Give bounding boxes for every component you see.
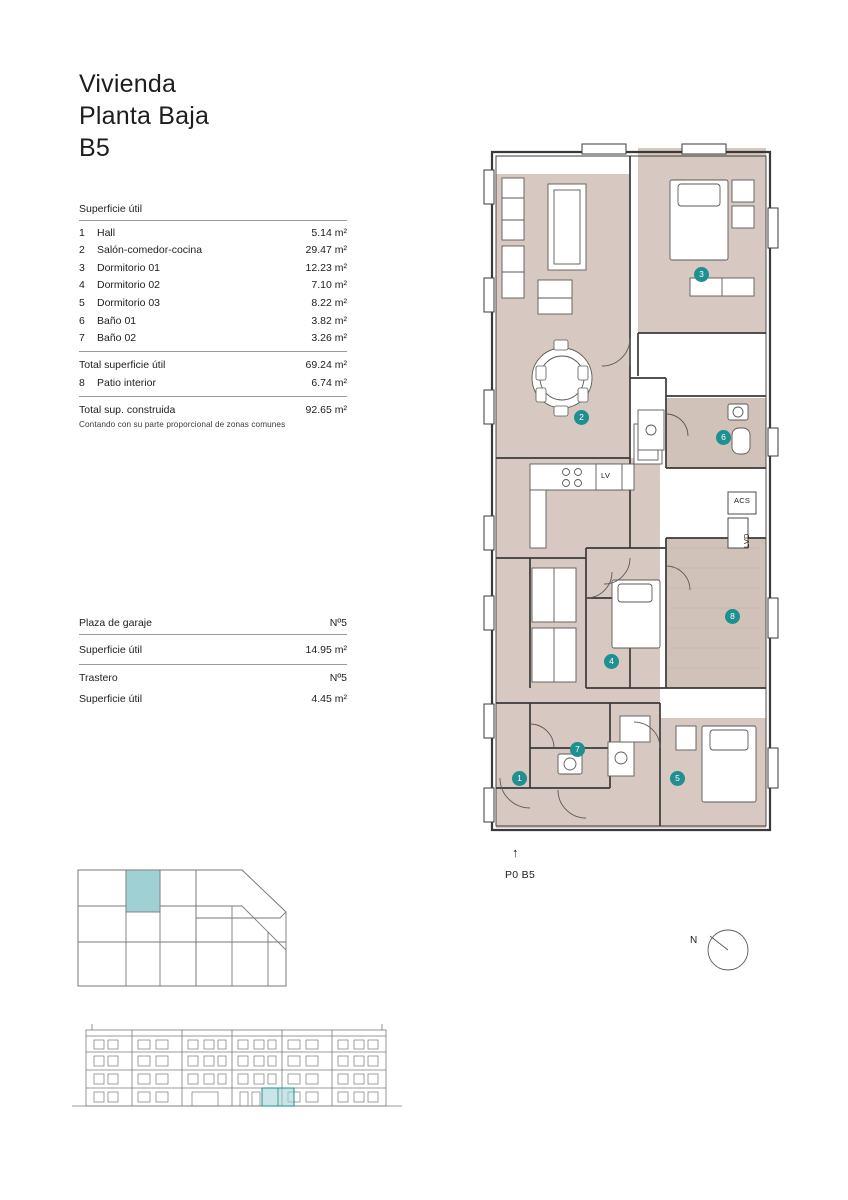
row-value: 12.23 m² xyxy=(305,261,347,274)
total-useful-area-value: 69.24 m² xyxy=(305,359,347,372)
row-value: 5.14 m² xyxy=(311,226,347,239)
row-number: 8 xyxy=(79,376,85,389)
row-value: 8.22 m² xyxy=(311,296,347,309)
compass-svg xyxy=(688,918,758,978)
floor-plan-drawing xyxy=(470,128,780,863)
plan-label: P0 B5 xyxy=(505,869,536,881)
row-number: 3 xyxy=(79,261,85,274)
row-number: 2 xyxy=(79,244,85,257)
lvd-label: LVD xyxy=(742,533,751,548)
acs-label: ACS xyxy=(734,496,751,505)
row-number: 1 xyxy=(79,226,85,239)
storage-surface-row xyxy=(79,693,347,705)
surface-area-table xyxy=(79,203,347,429)
total-built-area-row xyxy=(79,396,347,416)
row-label: Dormitorio 01 xyxy=(97,261,161,274)
room-badge-8: 8 xyxy=(725,609,740,624)
total-built-area-label: Total sup. construida xyxy=(79,403,176,416)
storage-surface-value: 4.45 m² xyxy=(311,693,347,705)
compass-north-label: N xyxy=(690,935,698,946)
table-row-patio xyxy=(79,371,347,389)
storage-number: Nº5 xyxy=(329,672,347,684)
entrance-arrow-icon: ↑ xyxy=(512,845,519,860)
row-label: Baño 02 xyxy=(97,332,137,345)
garage-storage-table xyxy=(79,617,347,705)
room-badge-5: 5 xyxy=(670,771,685,786)
elevation-svg xyxy=(72,1018,402,1110)
row-label: Hall xyxy=(97,226,116,239)
garage-surface-label: Superficie útil xyxy=(79,644,143,656)
storage-label: Trastero xyxy=(79,672,118,684)
key-plan-highlight-unit xyxy=(126,870,160,912)
compass-rose xyxy=(688,918,758,983)
total-useful-area-row xyxy=(79,351,347,371)
table-row xyxy=(79,274,347,292)
row-value: 29.47 m² xyxy=(305,244,347,257)
total-useful-area-label: Total superficie útil xyxy=(79,359,166,372)
floor-plan-svg xyxy=(470,128,780,858)
common-areas-note: Contando con su parte proporcional de zonas comunes xyxy=(79,419,286,429)
row-value: 6.74 m² xyxy=(311,376,347,389)
key-plan-svg xyxy=(72,860,312,1000)
lv-label: LV xyxy=(601,471,611,480)
row-label: Patio interior xyxy=(97,376,156,389)
storage-surface-label: Superficie útil xyxy=(79,693,143,705)
row-number: 5 xyxy=(79,296,85,309)
title-line-3: B5 xyxy=(79,134,110,162)
row-value: 3.82 m² xyxy=(311,314,347,327)
room-badge-2: 2 xyxy=(574,410,589,425)
table-row xyxy=(79,291,347,309)
title-line-1: Vivienda xyxy=(79,70,177,98)
key-plan-diagram xyxy=(72,860,312,1005)
elevation-diagram xyxy=(72,1018,402,1115)
room-badge-4: 4 xyxy=(604,654,619,669)
row-label: Dormitorio 03 xyxy=(97,296,161,309)
title-line-2: Planta Baja xyxy=(79,102,210,130)
room-badge-7: 7 xyxy=(570,742,585,757)
garage-surface-value: 14.95 m² xyxy=(305,644,347,656)
page-title xyxy=(79,68,209,164)
table-row xyxy=(79,239,347,257)
total-built-area-value: 92.65 m² xyxy=(305,403,347,416)
table-row xyxy=(79,221,347,239)
row-value: 3.26 m² xyxy=(311,332,347,345)
room-badge-3: 3 xyxy=(694,267,709,282)
room-badge-1: 1 xyxy=(512,771,527,786)
row-label: Baño 01 xyxy=(97,314,137,327)
row-number: 6 xyxy=(79,314,85,327)
table-row xyxy=(79,256,347,274)
garage-surface-row xyxy=(79,644,347,656)
row-number: 4 xyxy=(79,279,85,292)
storage-row xyxy=(79,664,347,684)
row-label: Dormitorio 02 xyxy=(97,279,161,292)
row-label: Salón-comedor-cocina xyxy=(97,244,203,257)
elevation-highlight-unit xyxy=(262,1088,294,1106)
table-row xyxy=(79,327,347,345)
garage-number: Nº5 xyxy=(329,617,347,629)
garage-row xyxy=(79,617,347,635)
surface-table-header xyxy=(79,203,347,221)
surface-table-header-label: Superficie útil xyxy=(79,203,143,215)
table-row xyxy=(79,309,347,327)
row-value: 7.10 m² xyxy=(311,279,347,292)
garage-label: Plaza de garaje xyxy=(79,617,152,629)
row-number: 7 xyxy=(79,332,85,345)
room-badge-6: 6 xyxy=(716,430,731,445)
